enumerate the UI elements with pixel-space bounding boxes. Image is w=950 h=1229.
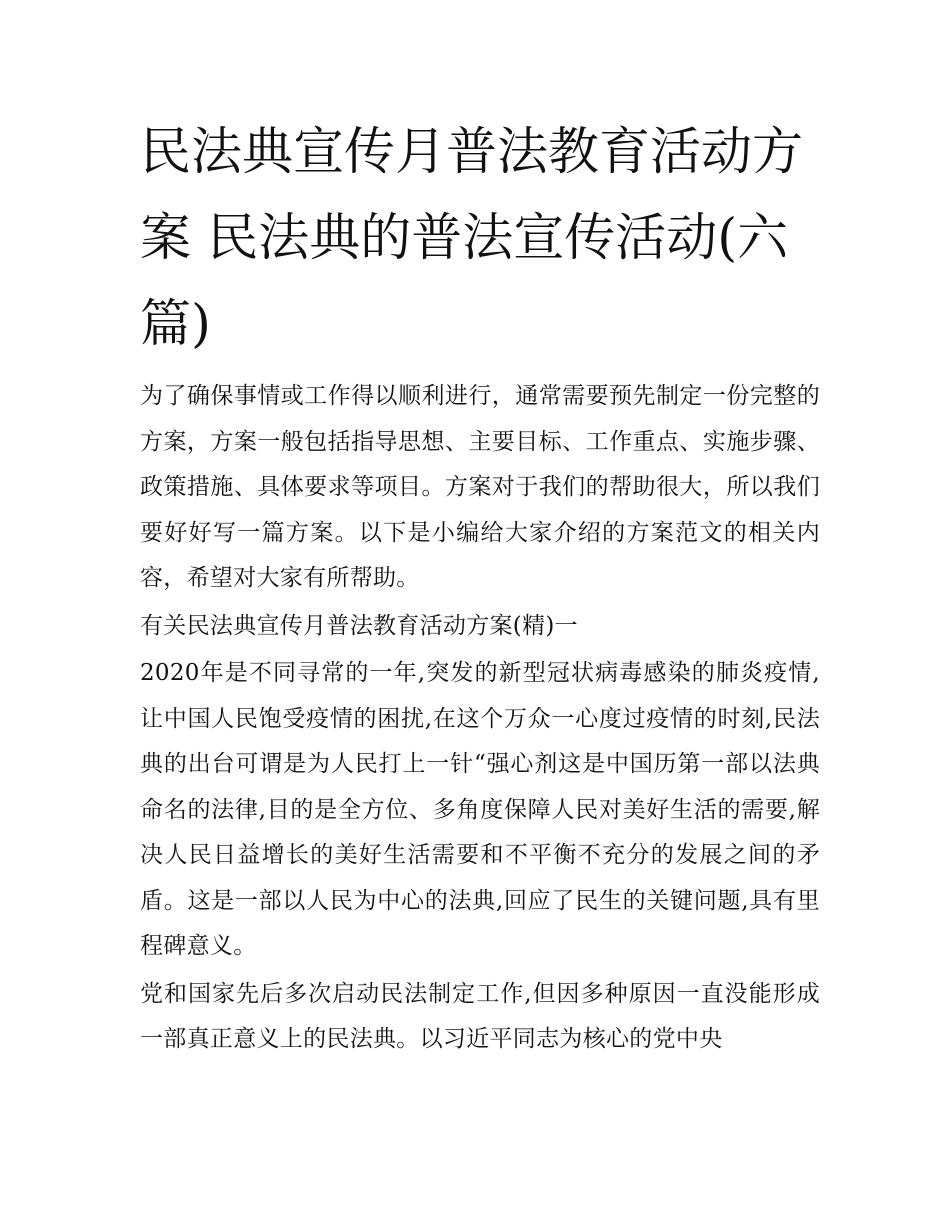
body-paragraph-2: 党和国家先后多次启动民法制定工作,但因多种原因一直没能形成一部真正意义上的民法典。以习近平同志为核心的党中央 (140, 980, 820, 1052)
document-page (140, 110, 820, 1063)
intro-paragraph: 为了确保事情或工作得以顺利进行，通常需要预先制定一份完整的方案，方案一般包括指导思想、主要目标、工作重点、实施步骤、政策措施、具体要求等项目。方案对于我们的帮助很大，所以我们要好好写一篇方案。以下是小编给大家介绍的方案范文的相关内容，希望对大家有所帮助。 (140, 383, 820, 591)
body-paragraph-1: 2020年是不同寻常的一年,突发的新型冠状病毒感染的肺炎疫情,让中国人民饱受疫情的困扰,在这个万众一心度过疫情的时刻,民法典的出台可谓是为人民打上一针“强心剂这是中国历第一部以法典命名的法律,目的是全方位、多角度保障人民对美好生活的需要,解决人民日益增长的美好生活需要和不平衡不充分的发展之间的矛盾。这是一部以人民为中心的法典,回应了民生的关键问题,具有里程碑意义。 (140, 660, 820, 959)
document-title: 民法典宣传月普法教育活动方案 民法典的普法宣传活动(六篇) (140, 123, 804, 354)
section-heading: 有关民法典宣传月普法教育活动方案(精)一 (140, 612, 578, 639)
